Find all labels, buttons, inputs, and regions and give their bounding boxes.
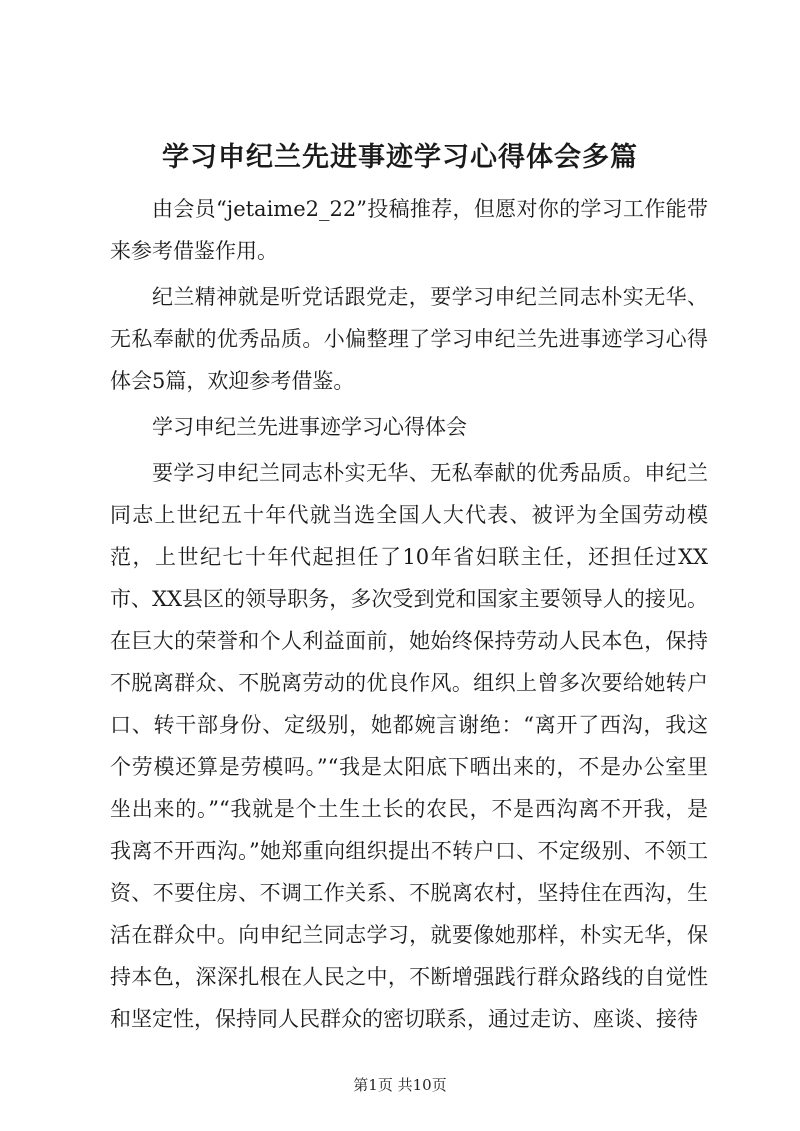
page-number-footer: 第1页 共10页: [353, 1076, 447, 1094]
body-paragraph: 要学习申纪兰同志朴实无华、无私奉献的优秀品质。申纪兰同志上世纪五十年代就当选全国人大代表、被评为全国劳动模范，上世纪七十年代起担任了10年省妇联主任，还担任过XX市、XX县区的领导职务，多次受到党和国家主要领导人的接见。在巨大的荣誉和个人利益面前，她始终保持劳动人民本色，保持不脱离群众、不脱离劳动的优良作风。组织上曾多次要给她转户口、转干部身份、定级别，她都婉言谢绝：“离开了西沟，我这个劳模还算是劳模吗。”“我是太阳底下晒出来的，不是办公室里坐出来的。”“我就是个土生土长的农民，不是西沟离不开我，是我离不开西沟。”她郑重向组织提出不转户口、不定级别、不领工资、不要住房、不调工作关系、不脱离农村，坚持住在西沟，生活在群众中。向申纪兰同志学习，就要像她那样，朴实无华，保持本色，深深扎根在人民之中，不断增强践行群众路线的自觉性和坚定性，保持同人民群众的密切联系，通过走访、座谈、接待: [110, 461, 708, 1031]
summary-paragraph: 纪兰精神就是听党话跟党走，要学习申纪兰同志朴实无华、无私奉献的优秀品质。小偏整理了学习申纪兰先进事迹学习心得体会5篇，欢迎参考借鉴。: [110, 285, 708, 393]
document-body: [110, 188, 708, 1044]
section-heading: 学习申纪兰先进事迹学习心得体会: [152, 415, 467, 439]
intro-paragraph: 由会员“jetaime2_22”投稿推荐，但愿对你的学习工作能带来参考借鉴作用。: [110, 197, 708, 263]
document-title: 学习申纪兰先进事迹学习心得体会多篇: [162, 142, 638, 173]
